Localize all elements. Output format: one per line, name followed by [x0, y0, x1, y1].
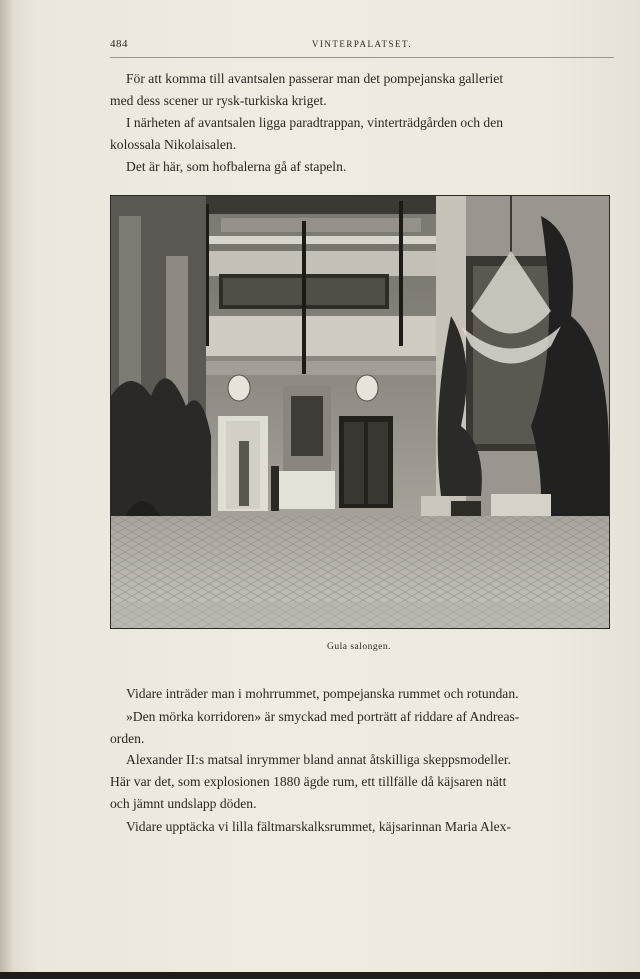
text-line: Det är här, som hofbalerna gå af stapeln. [126, 159, 347, 174]
page-gutter [0, 0, 14, 972]
text-line: För att komma till avantsalen passerar man det pompejanska galleriet [126, 71, 504, 86]
text-line: Här var det, som explosionen 1880 ägde rum, ett tillfälle då käjsaren nätt [110, 774, 507, 789]
text-line: och jämnt undslapp döden. [110, 796, 257, 811]
text-line: »Den mörka korridoren» är smyckad med porträtt af riddare af Andreas- [126, 709, 520, 724]
page-bottom-edge [0, 972, 640, 979]
running-title: VINTERPALATSET. [311, 39, 413, 49]
paragraph [110, 156, 630, 178]
photograph-illustration [111, 196, 609, 628]
paragraph [110, 706, 630, 750]
text-line: Alexander II:s matsal inrymmer bland annat åtskilliga skeppsmodeller. [126, 752, 512, 767]
text-line: I närheten af avantsalen ligga paradtrappan, vinterträdgården och den [126, 115, 504, 130]
text-line: kolossala Nikolaisalen. [110, 137, 237, 152]
text-line: orden. [110, 731, 145, 746]
figure-caption: Gula salongen. [327, 642, 391, 652]
paragraph [110, 749, 630, 815]
paragraph [110, 112, 630, 156]
text-line: Vidare inträder man i mohrrummet, pompejanska rummet och rotundan. [126, 686, 519, 701]
header-rule [110, 57, 614, 58]
paragraph [110, 68, 630, 112]
page-number: 484 [110, 38, 128, 50]
text-line: med dess scener ur rysk-turkiska kriget. [110, 93, 327, 108]
photograph-gula-salongen [110, 195, 610, 629]
paragraph [110, 683, 630, 705]
text-line: Vidare upptäcka vi lilla fältmarskalksrummet, käjsarinnan Maria Alex- [126, 819, 511, 834]
page-header [110, 38, 614, 52]
paragraph [110, 816, 630, 838]
